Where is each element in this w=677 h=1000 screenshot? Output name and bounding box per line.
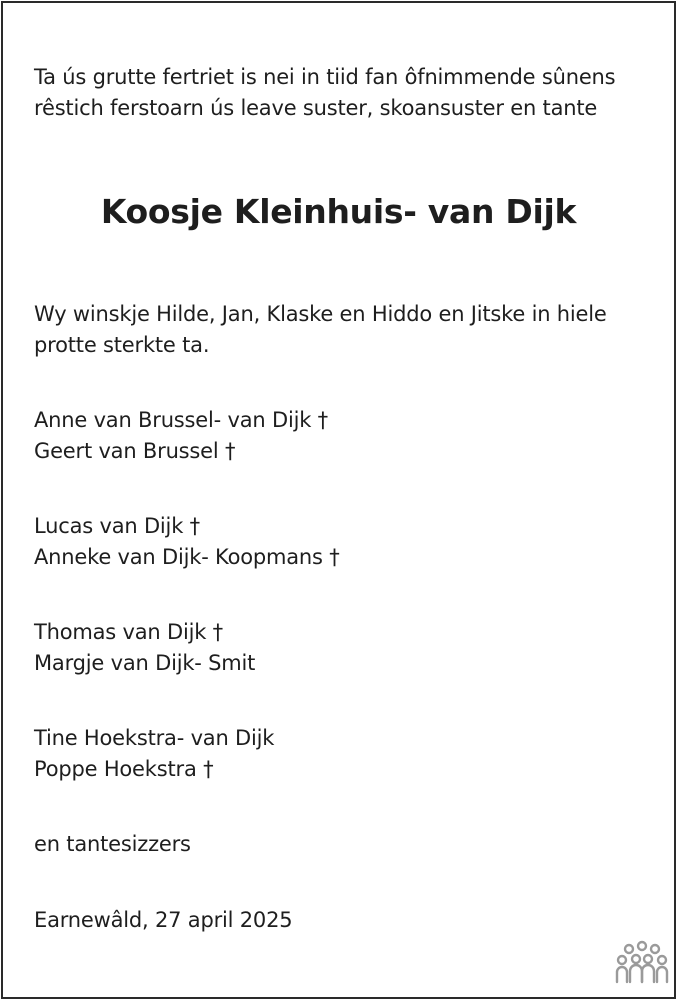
people-group-icon: [614, 940, 670, 988]
family-member: Tine Hoekstra- van Dijk: [34, 726, 275, 750]
family-member: Anne van Brussel- van Dijk †: [34, 408, 328, 432]
intro-text: [34, 62, 615, 124]
family-member: Thomas van Dijk †: [34, 620, 223, 644]
family-group: [34, 405, 328, 467]
nephews-nieces-text: [34, 829, 191, 860]
wish-line-2: protte sterkte ta.: [34, 333, 210, 357]
place-date-text: [34, 905, 292, 936]
place-date-line: Earnewâld, 27 april 2025: [34, 908, 293, 932]
family-member: Anneke van Dijk- Koopmans †: [34, 545, 340, 569]
family-member: Margje van Dijk- Smit: [34, 651, 256, 675]
deceased-name: Koosje Kleinhuis- van Dijk: [100, 192, 577, 231]
family-group: [34, 511, 340, 573]
intro-line-1: Ta ús grutte fertriet is nei in tiid fan ôfnimmende sûnens: [34, 65, 616, 89]
family-group: [34, 723, 274, 785]
wish-text: [34, 299, 607, 361]
wish-line-1: Wy winskje Hilde, Jan, Klaske en Hiddo en Jitske in hiele: [34, 302, 607, 326]
family-member: Geert van Brussel †: [34, 439, 236, 463]
intro-line-2: rêstich ferstoarn ús leave suster, skoansuster en tante: [34, 96, 598, 120]
family-member: Poppe Hoekstra †: [34, 757, 214, 781]
family-group: [34, 617, 255, 679]
nephews-nieces-line: en tantesizzers: [34, 832, 191, 856]
family-member: Lucas van Dijk †: [34, 514, 200, 538]
